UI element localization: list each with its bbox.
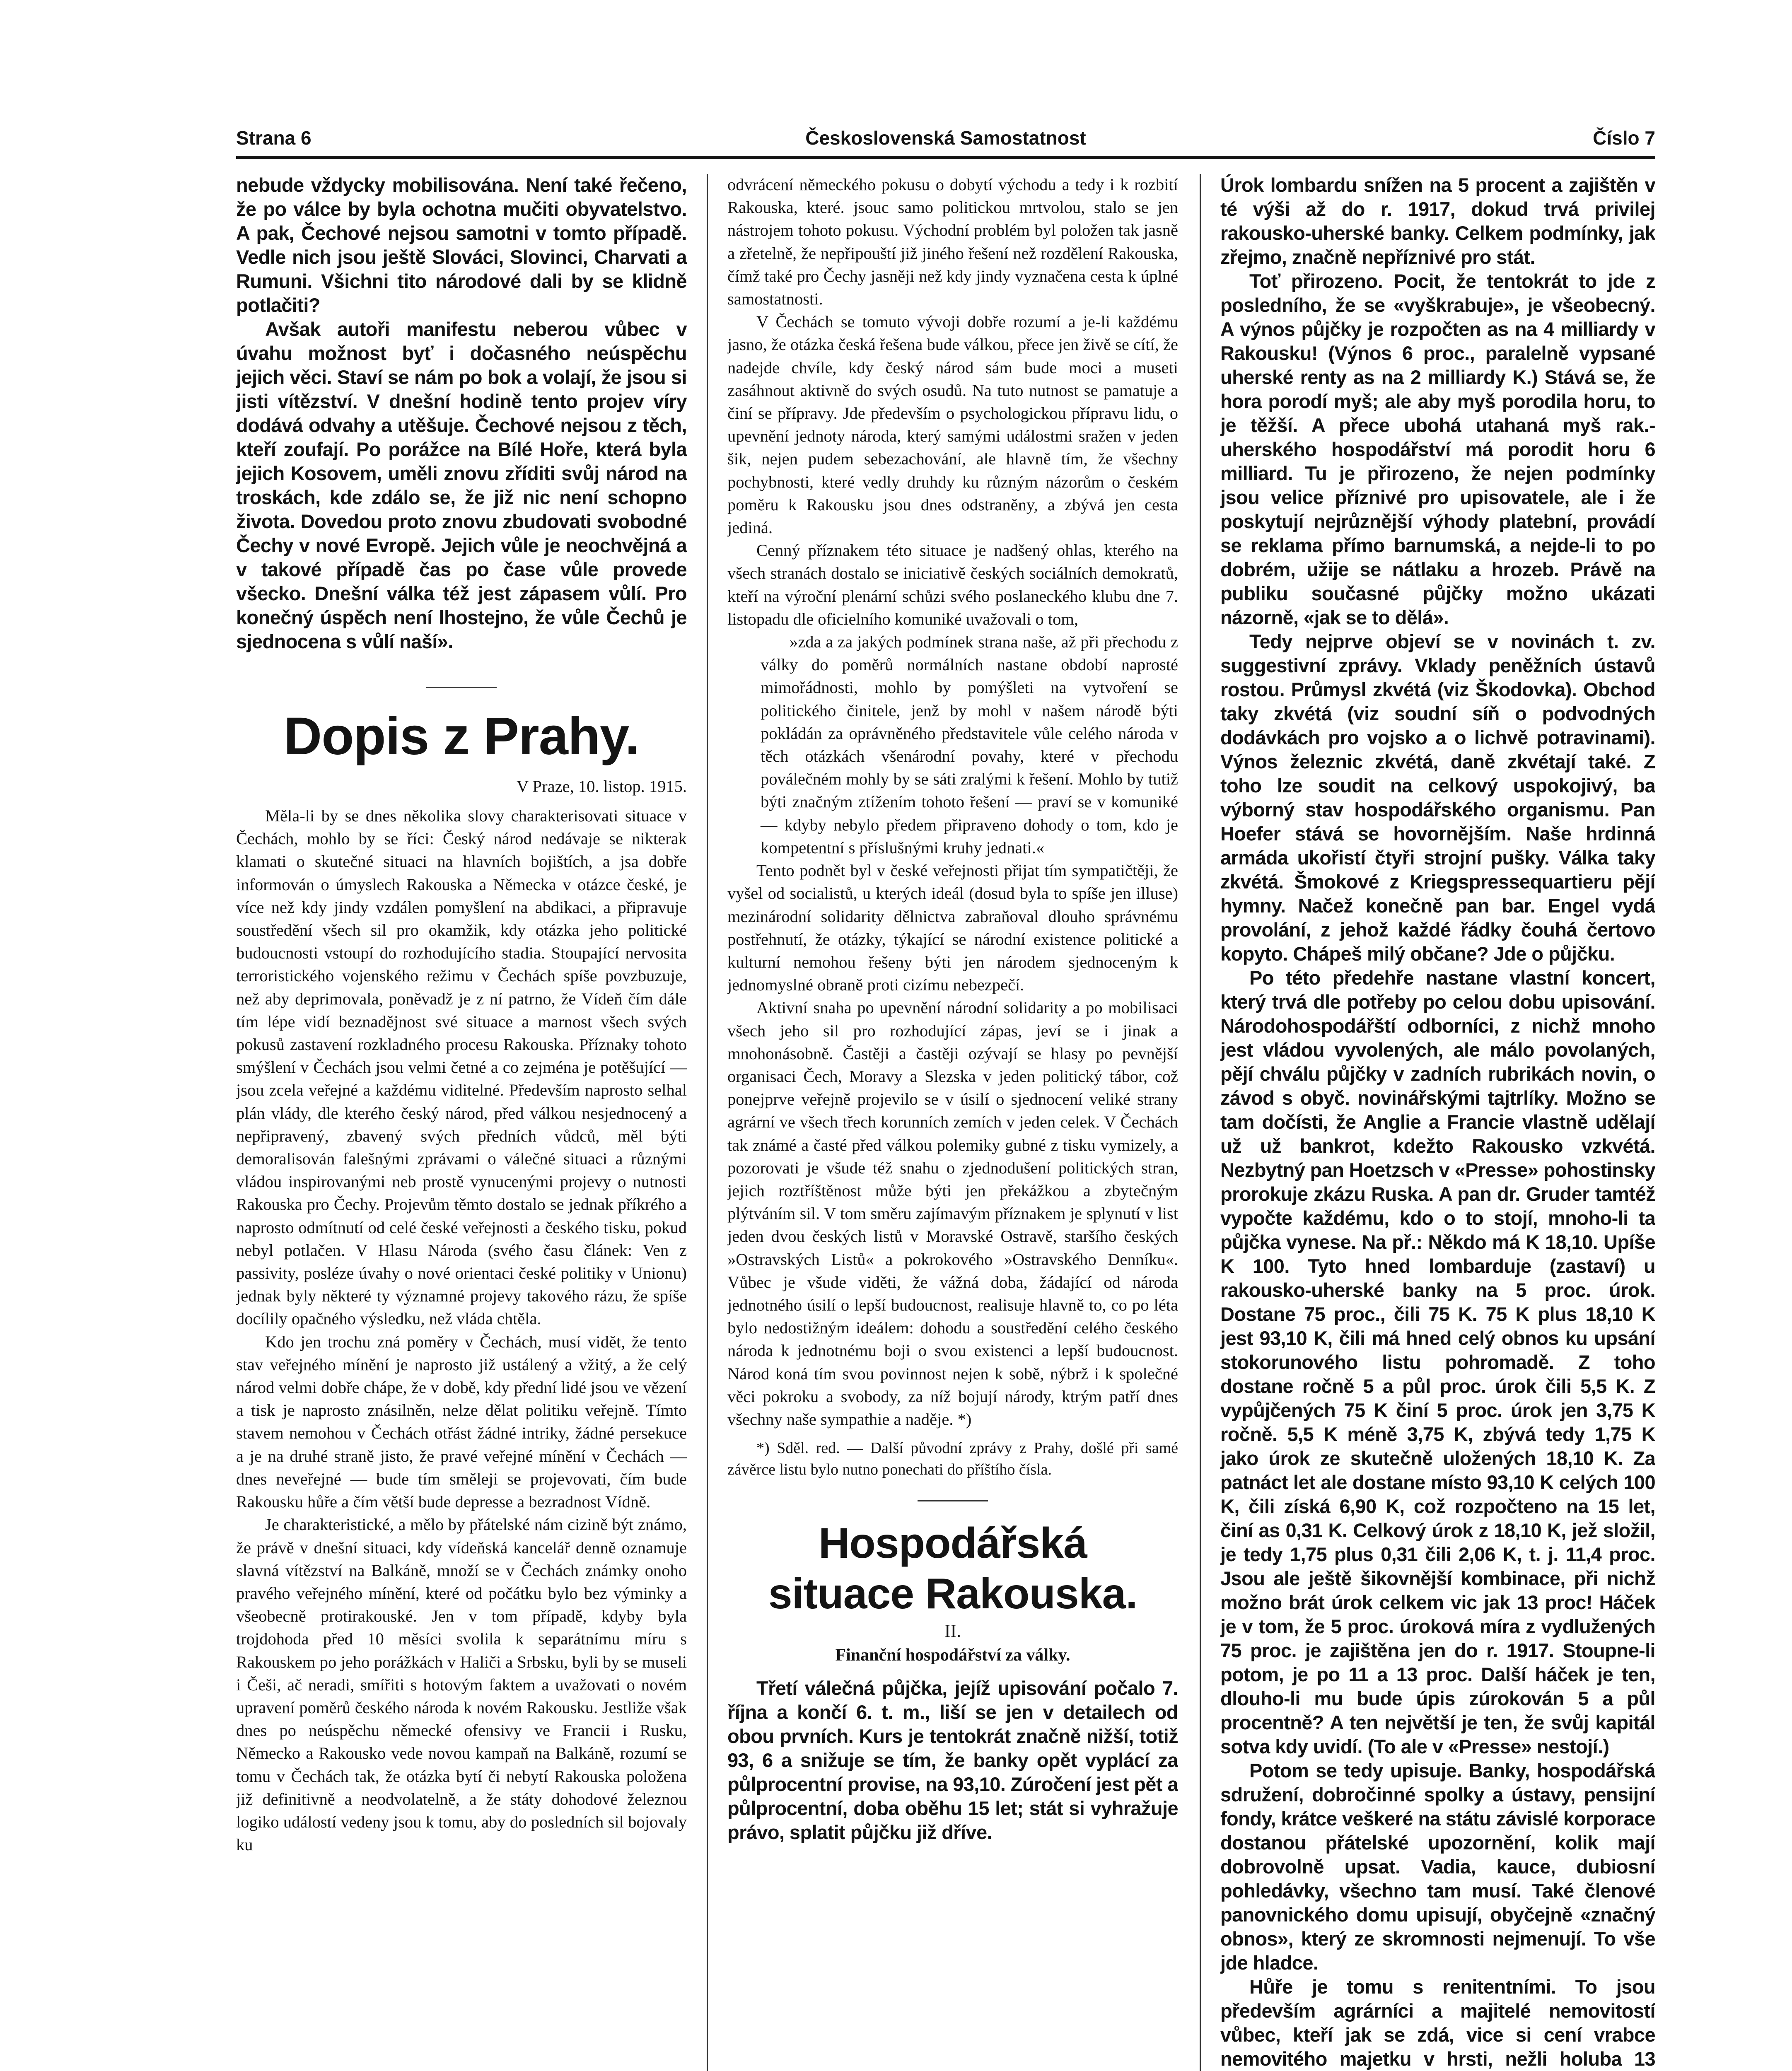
article-headline-line-2: situace Rakouska. xyxy=(768,1570,1138,1618)
article-subheading: Finanční hospodářství za války. xyxy=(835,1646,1070,1665)
publication-title: Československá Samostatnost xyxy=(805,127,1086,149)
paragraph: Potom se tedy upisuje. Banky, hospodářská sdružení, dobročinné spolky a ústavy, pensijní fondy, krátce veškeré na státu závislé korporace dostanou přátelské upozornění, kolik mají dobrovolně upsat. Vadia, kauce, dubiosní pohledávky, všechno tam musí. Také členové panovnického domu upisují, obyčejně «značný obnos», který ze skromnosti nejmenují. To vše jde hladce. xyxy=(1220,1760,1655,1974)
paragraph: V Čechách se tomuto vývoji dobře rozumí a je-li každému jasno, že otázka česká řešena bude válkou, přece jen živě se cítí, že nadejde chvíle, kdy český národ sám bude moci a museti zasáhnout aktivně do svých osudů. Na tuto nutnost se pamatuje a činí se přípravy. Jde především o psychologickou přípravu lidu, o upevnění jednoty národa, který samými událostmi sražen v jeden šik, nejen pudem sebezachování, ale hlavně tím, že všechny pochybnosti, které vedly druhdy ku různým názorům o českém poměru k Rakousku jsou dnes odstraněny, a zbývá jen cesta jediná. xyxy=(727,312,1178,537)
header-rule xyxy=(236,156,1655,159)
column-1 xyxy=(236,173,687,2071)
article-dateline: V Praze, 10. listop. 1915. xyxy=(517,777,687,796)
paragraph: Tedy nejprve objeví se v novinách t. zv. suggestivní zprávy. Vklady peněžních ústavů rostou. Průmysl zkvétá (viz Škodovka). Obchod taky zkvétá (viz soudní síň o podvodných dodávkách pro vojsko a o lichvě potravinami). Výnos železnic zkvétá, daně zkvétají také. Z toho lze soudit na celkový uspokojivý, ba výborný stav hospodářského organismu. Pan Hoefer stává se hovornějším. Naše hrdinná armáda ukořistí čtyři strojní pušky. Válka taky zkvétá. Šmokové z Kriegspressequartieru pějí hymny. Načež konečně pan bar. Engel vydá provolání, z jehož každé řádky čouhá čertovo kopyto. Chápeš milý občane? Jde o půjčku. xyxy=(1220,630,1655,965)
paragraph: Kdo jen trochu zná poměry v Čechách, musí vidět, že tento stav veřejného mínění je naprosto již ustálený a vžitý, a že celý národ velmi dobře chápe, že v době, kdy přední lidé jsou ve vězení a tisk je naprosto znásilněn, nelze dělat politiku veřejně. Tímto stavem nemohou v Čechách otřást žádné intriky, žádné persekuce a je na druhé straně jisto, že pravé veřejné mínění v Čechách — dnes neveřejné — bude tím směleji se projevovati, čím bude Rakousku hůře a čím větší bude depresse a bezradnost Vídně. xyxy=(236,1332,687,1511)
paragraph: Toť přirozeno. Pocit, že tentokrát to jde z posledního, že se «vyškrabuje», je všeobecný. A výnos půjčky je rozpočten as na 4 milliardy v Rakousku! (Výnos 6 proc., paralelně vypsané uherské renty as na 2 milliardy K.) Stává se, že hora porodí myš; ale aby myš porodila horu, to je těžší. A přece ubohá utahaná myš rak.-uherského hospodářství má porodit horu 6 milliard. Tu je přirozeno, že nejen podmínky jsou velice příznivé pro upisovatele, ale i že poskytují nejrůznější výhody platební, provádí se reklama přímo barnumská, a nejde-li to po dobrém, užije se nátlaku a hrozeb. Právě na publiku současné půjčky možno ukázati názorně, «jak se to dělá». xyxy=(1220,270,1655,628)
paragraph: Hůře je tomu s renitentními. To jsou především agrárníci a majitelé nemovitostí vůbec, kteří jak se zdá, vice si cení vrabce nemovitého majetku v hrsti, nežli holuba 13 xyxy=(1220,1976,1655,2070)
paragraph: odvrácení německého pokusu o dobytí východu a tedy i k rozbití Rakouska, které. jsouc samo politickou mrtvolou, stalo se jen nástrojem tohoto pokusu. Východní problém byl položen tak jasně a zřetelně, že nepřipouští již jiného řešení než rozdělení Rakouska, čímž také pro Čechy jasněji než kdy jindy vyznačena cesta k úplné samostatnosti. xyxy=(727,175,1178,309)
page-header xyxy=(236,123,1655,152)
paragraph: Po této předehře nastane vlastní koncert, který trvá dle potřeby po celou dobu upisování. Národohospodářští odborníci, z nichž mnoho jest vládou vyvolených, ale málo povolaných, pějí chválu půjčky v zadních rubrikách novin, o závod s obyč. novinářskými tajtrlíky. Možno se tam dočísti, že Anglie a Francie vlastně udělají už už bankrot, kdežto Rakousko vzkvétá. Nezbytný pan Hoetzsch v «Presse» pohostinsky prorokuje zkázu Ruska. A pan dr. Gruder tamtéž vypočte každému, kdo o to stojí, mnoho-li ta půjčka vynese. Na př.: Někdo má K 18,10. Upíše K 100. Tyto hned lombarduje (zastaví) u rakousko-uherské banky na 5 proc. úrok. Dostane 75 proc., čili 75 K. 75 K plus 18,10 K jest 93,10 K, čili má hned celý obnos ku upsání stokorunového listu pohromadě. Z toho dostane ročně 5 a půl proc. úrok čili 5,5 K. Z vypůjčených 75 K činí 5 proc. úrok jen 3,75 K ročně. 5,5 K méně 3,75 K, zbývá tedy 1,75 K jako úrok ze skutečně uložených 18,10 K. Za patnáct let ale dostane místo 93,10 K celých 100 K, čili získá 6,90 K, což rozpočteno na 15 let, činí as 0,31 K. Celkový úrok z 18,10 K, jež složil, je tedy 1,75 plus 0,31 čili 2,06 K, t. j. 11,4 proc. Jsou ale ještě šikovnější kombinace, při nichž možno brát úrok celkem vic jak 13 proc! Háček je v tom, že 5 proc. úroková míra z vydlužených 75 proc. je zajištěna jen do r. 1917. Stoupne-li potom, je po 11 a 13 proc. Další háček je ten, dlouho-li mu bude úpis zúrokován 5 a půl procentně? A ten největší je ten, že svůj kapitál sotva kdy uvidí. (To ale v «Presse» nestojí.) xyxy=(1220,967,1655,1757)
page-number: Strana 6 xyxy=(236,127,312,149)
column-divider-1 xyxy=(707,174,708,2071)
part-number: II. xyxy=(944,1621,961,1641)
paragraph: Třetí válečná půjčka, jejíž upisování počalo 7. října a končí 6. t. m., liší se jen v detailech od obou prvních. Kurs je tentokrát značně nižší, totiž 93, 6 a snižuje se tím, že banky opět vyplácí za půlprocentní provise, na 93,10. Zúročení jest pět a půlprocentní, doba oběhu 15 let; stát si vyhražuje právo, splatit půjčku již dříve. xyxy=(727,1677,1178,1844)
paragraph: Měla-li by se dnes několika slovy charakterisovati situace v Čechách, mohlo by se říci: Český národ nedávaje se nikterak klamati o skutečné situaci na hlavních bojištích, a jsa dobře informován o úmyslech Rakouska a Německa v otázce české, je více než kdy jindy vzdálen pomyšlení na abdikaci, a připravuje soustředění všech sil pro okamžik, kdy otázka jeho politické budoucnosti vstoupí do rozhodujícího stadia. Stoupající nervosita terroristického vojenského režimu v Čechách spíše povzbuzuje, než aby deprimovala, poněvadž je z ní patrno, že Vídeň čím dále tím lépe vidí beznadějnost své situace a marnost všech svých pokusů zastavení rozkladného procesu Rakouska. Příznaky tohoto smýšlení v Čechách jsou velmi četné a co zejména je potěšující — jsou zcela veřejné a každému viditelné. Především naprosto selhal plán vlády, dle kterého český národ, před válkou nesjednocený a nepřipravený, zbavený svých předních vůdců, měl býti demoralisován falešnými zprávami o válečné situaci a různými vládou inspirovanými neb prostě vynucenými projevy o nutnosti Rakouska pro Čechy. Projevům těmto dostalo se jednak příkrého a naprosto odmítnutí od celé české veřejnosti a českého tisku, pokud nebyl potlačen. V Hlasu Národa (svého času článek: Ven z passivity, posléze úvahy o nové orientaci české politiky v Unionu) jednak byly některé ty významné projevy takového rázu, že spíše docílily opačného výsledku, než vláda chtěla. xyxy=(236,806,687,1328)
paragraph: Aktivní snaha po upevnění národní solidarity a po mobilisaci všech jeho sil pro rozhodující zápas, jeví se i jinak a mnohonásobně. Častěji a častěji ozývají se hlasy po pevnější organisaci Čech, Moravy a Slezska v jeden politický tábor, což ponejprve veřejně projevilo se v úsilí o sjednocení veliké strany agrární ve všech třech korunních zemích v jeden celek. V Čechách tak známé a časté před válkou polemiky gubné z tisku vymizely, a pozorovati je všude též snahu o zjednodušení politických stran, jejich roztříštěnost může býti jen překážkou a zbytečným plýtváním sil. V tom směru zajímavým příznakem je splynutí v list jeden dvou českých listů v Moravské Ostravě, staršího českých »Ostravských Listů« a pokrokového »Ostravského Denníku«. Vůbec je všude viděti, že vážná doba, žádající od národa jednotného úsilí o lepší budoucnost, realisuje hlavně to, co po léta bylo nedostižným ideálem: dohodu a soustředění celého českého národa k jednotnému boji o svou existenci a lepší budoucnost. Národ koná tím svou povinnost nejen k sobě, nýbrž i k společné věci pokroku a svobody, za níž bojují národy, ktrým patří dnes všechny naše sympathie a naděje. *) xyxy=(727,998,1178,1429)
paragraph: Avšak autoři manifestu neberou vůbec v úvahu možnost byť i dočasného neúspěchu jejich věci. Staví se nám po bok a volají, že jsou si jisti vítězství. V dnešní hodině tento projev víry dodává odvahy a utěšuje. Čechové nejsou z těch, kteří zoufají. Po porážce na Bílé Hoře, která byla jejich Kosovem, uměli znovu zříditi svůj národ na troskách, kde zdálo se, že již nic není schopno života. Dovedou proto znovu zbudovati svobodné Čechy v nové Evropě. Jejich vůle je neochvějná a v takové případě čas po čase vůle provede všecko. Dnešní válka též jest zápasem vůlí. Pro konečný úspěch není lhostejno, že vůle Čechů je sjednocena s vůlí naší». xyxy=(236,318,687,652)
article-headline: Dopis z Prahy. xyxy=(283,707,640,766)
paragraph: Úrok lombardu snížen na 5 procent a zajištěn v té výši až do r. 1917, dokud trvá privilej rakousko-uherské banky. Celkem podmínky, jak zřejmo, značně nepříznivé pro stát. xyxy=(1220,174,1655,268)
paragraph: nebude vždycky mobilisována. Není také řečeno, že po válce by byla ochotna mučiti obyvatelstvo. A pak, Čechové nejsou samotni v tomto případě. Vedle nich jsou ještě Slováci, Slovinci, Charvati a Rumuni. Všichni tito národové dali by se klidně potlačiti? xyxy=(236,174,687,316)
paragraph: Tento podnět byl v české veřejnosti přijat tím sympatičtěji, že vyšel od socialistů, u kterých ideál (dosud byla to spíše jen illuse) mezinárodní solidarity dělnictva zabraňoval dlouho správnému postřehnutí, že otázky, týkající se národní existence politické a kulturní nemohou řešeny býti jen národem sjednoceným k jednomyslné obraně proti cizímu nebezpečí. xyxy=(727,861,1178,994)
paragraph: Cenný příznakem této situace je nadšený ohlas, kterého na všech stranách dostalo se iniciativě českých sociálních demokratů, kteří na výroční plenární schůzi svého poslaneckého klubu dne 7. listopadu dle oficielního komuniké uvažovali o tom, xyxy=(727,541,1178,628)
column-3 xyxy=(1220,173,1655,2071)
issue-number: Číslo 7 xyxy=(1593,127,1655,149)
article-headline-line-1: Hospodářská xyxy=(819,1519,1087,1568)
footnote: *) Sděl. red. — Další původní zprávy z Prahy, došlé při samé závěrce listu bylo nutno ponechati do příštího čísla. xyxy=(727,1439,1178,1479)
quoted-communique: »zda a za jakých podmínek strana naše, až při přechodu z války do poměrů normálních nastane období naprosté mimořádnosti, mohlo by pomýšleti na vytvoření se politického činitele, jenž by mohl v našem národě býti pokládán za oprávněného představitele vůle celého národa v těch otázkách všenárodní povahy, které v přechodu poválečném mohly by se sáti zralými k řešení. Mohlo by tutiž býti značným ztížením tohoto řešení — praví se v komuniké — kdyby nebylo předem připraveno dohody o tom, kdo je kompetentní s příslušnými kruhy jednati.« xyxy=(761,632,1178,857)
paragraph: Je charakteristické, a mělo by přátelské nám cizině být známo, že právě v dnešní situaci, kdy vídeňská kancelář denně oznamuje slavná vítězství na Balkáně, množí se v Čechách známky onoho pravého veřejného mínění, které od počátku bylo bez výminky a všeobecně protirakouské. Jen v tom případě, kdyby byla trojdohoda před 10 měsíci svolila k separátnímu míru s Rakouskem po jeho porážkách v Haliči a Srbsku, byli by se museli i Češi, ač neradi, smířiti s hotovým faktem a uvažovati o novém upravení poměrů českého národa k novém Rakousku. Jestliže však dnes po neúspěchu německé ofensivy ve Francii i Rusku, Německo a Rakousko vede novou kampaň na Balkáně, rozumí se tomu v Čechách tak, že otázka bytí či nebytí Rakouska položena již definitivně a neodvolatelně, a že státy dohodové železnou logiko událostí vedeny jsou k tomu, aby do posledních sil bojovaly ku xyxy=(236,1515,687,1854)
column-divider-2 xyxy=(1200,174,1201,2071)
column-2 xyxy=(727,173,1178,2071)
